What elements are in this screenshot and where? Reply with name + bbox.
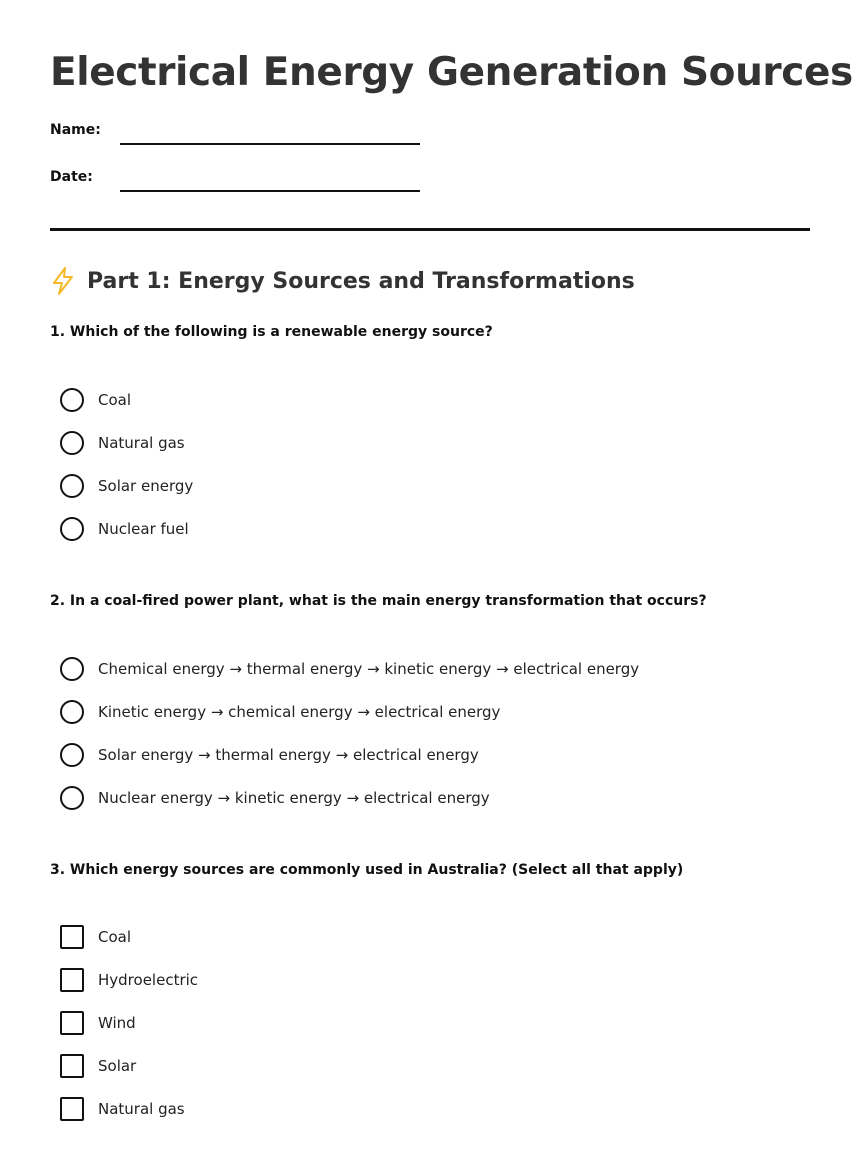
date-label: Date: (50, 169, 93, 185)
name-field[interactable] (120, 143, 420, 145)
option-label: Coal (98, 928, 132, 946)
q2-option-1[interactable] (60, 656, 639, 682)
checkbox[interactable] (60, 1097, 84, 1121)
q1-option-solar-energy[interactable] (60, 473, 193, 499)
radio-button[interactable] (60, 474, 84, 498)
option-label: Nuclear energy → kinetic energy → electrical energy (98, 789, 490, 807)
q2-option-3[interactable] (60, 742, 479, 768)
part1-title: Part 1: Energy Sources and Transformations (87, 268, 635, 294)
option-label: Solar (98, 1057, 137, 1075)
radio-button[interactable] (60, 431, 84, 455)
q1-option-natural-gas[interactable] (60, 430, 185, 456)
option-label: Coal (98, 391, 132, 409)
radio-button[interactable] (60, 743, 84, 767)
radio-button[interactable] (60, 517, 84, 541)
question-3-text: 3. Which energy sources are commonly used in Australia? (Select all that apply) (50, 862, 684, 878)
option-label: Kinetic energy → chemical energy → electrical energy (98, 703, 501, 721)
option-label: Hydroelectric (98, 971, 199, 989)
checkbox[interactable] (60, 925, 84, 949)
radio-button[interactable] (60, 786, 84, 810)
header-divider (50, 228, 810, 231)
q3-option-wind[interactable] (60, 1010, 136, 1036)
q3-option-coal[interactable] (60, 924, 131, 950)
radio-button[interactable] (60, 700, 84, 724)
lightning-bolt-icon (50, 266, 76, 296)
checkbox[interactable] (60, 1054, 84, 1078)
option-label: Nuclear fuel (98, 520, 189, 538)
q1-option-coal[interactable] (60, 387, 131, 413)
q2-option-4[interactable] (60, 785, 490, 811)
option-label: Natural gas (98, 1100, 185, 1118)
q3-option-solar[interactable] (60, 1053, 136, 1079)
checkbox[interactable] (60, 1011, 84, 1035)
radio-button[interactable] (60, 388, 84, 412)
radio-button[interactable] (60, 657, 84, 681)
option-label: Natural gas (98, 434, 185, 452)
q1-option-nuclear-fuel[interactable] (60, 516, 189, 542)
q3-option-hydroelectric[interactable] (60, 967, 198, 993)
date-field[interactable] (120, 190, 420, 192)
option-label: Solar energy (98, 477, 194, 495)
q2-option-2[interactable] (60, 699, 500, 725)
option-label: Chemical energy → thermal energy → kinetic energy → electrical energy (98, 660, 640, 678)
name-label: Name: (50, 122, 101, 138)
question-1-text: 1. Which of the following is a renewable energy source? (50, 324, 493, 340)
q3-option-natural-gas[interactable] (60, 1096, 185, 1122)
worksheet-title: Electrical Energy Generation Sources (50, 50, 853, 95)
option-label: Solar energy → thermal energy → electrical energy (98, 746, 479, 764)
question-2-text: 2. In a coal-fired power plant, what is the main energy transformation that occurs? (50, 593, 707, 609)
option-label: Wind (98, 1014, 136, 1032)
part1-heading (50, 266, 635, 296)
checkbox[interactable] (60, 968, 84, 992)
